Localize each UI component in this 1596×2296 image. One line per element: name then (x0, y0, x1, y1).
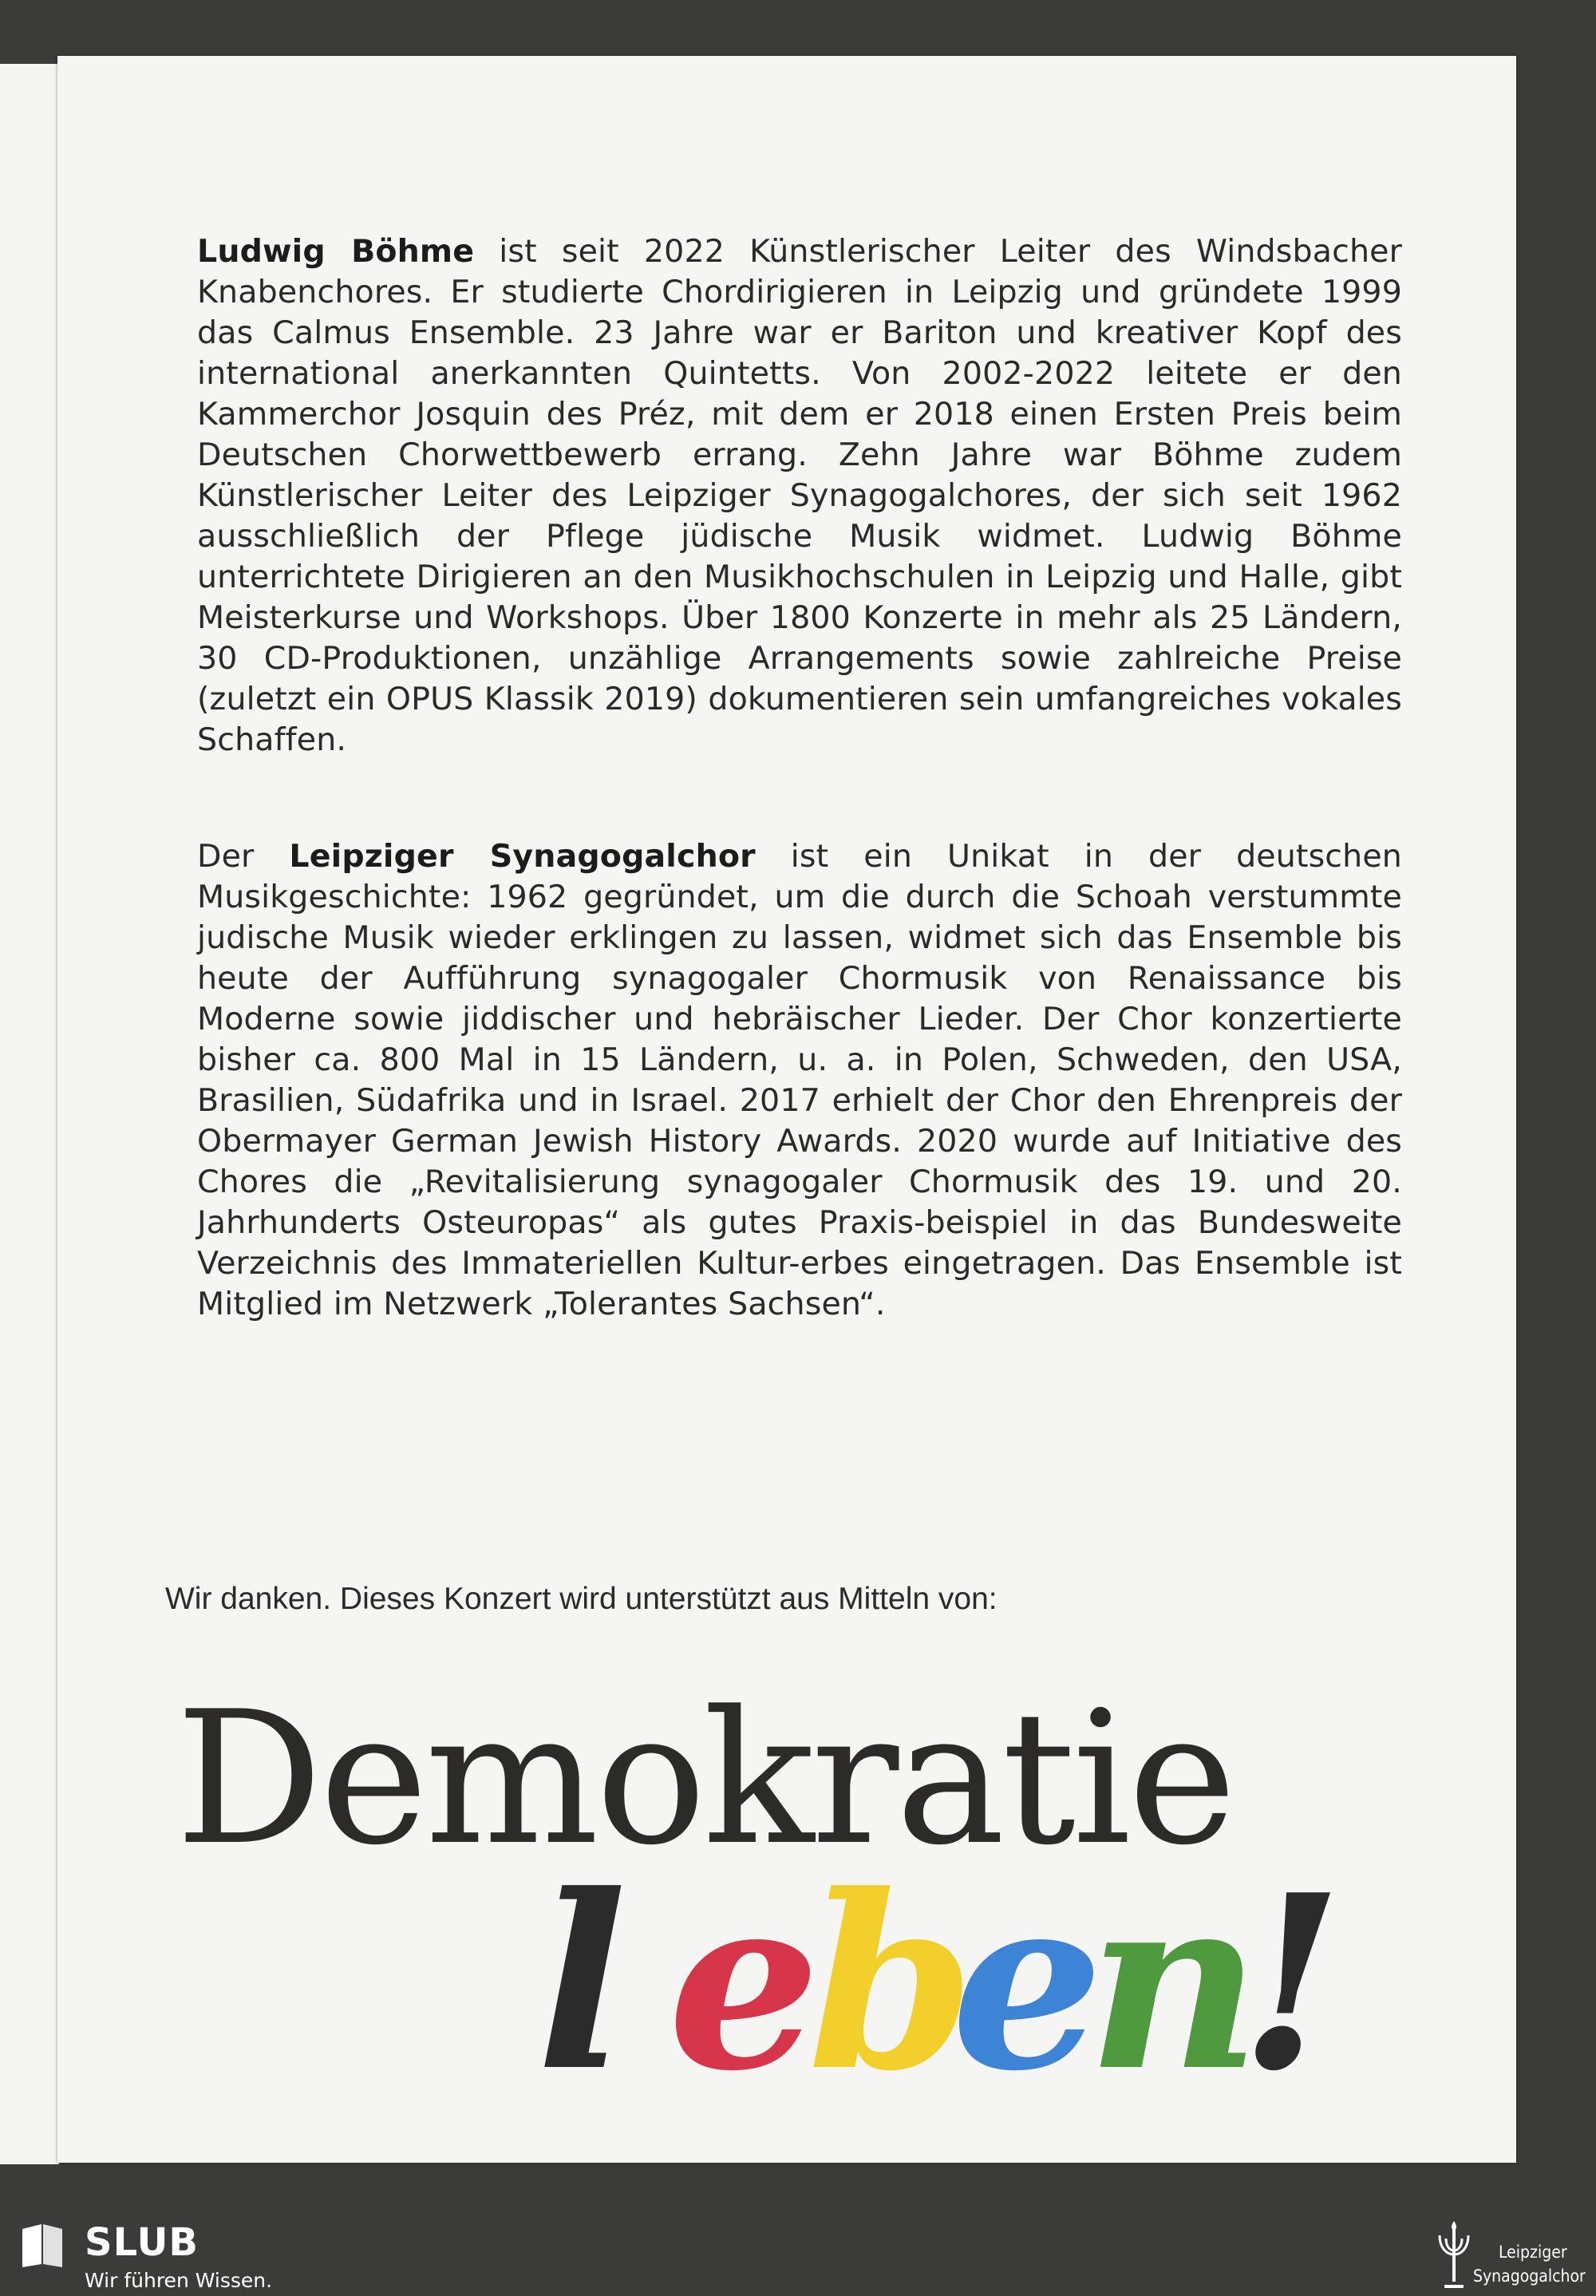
leben-letter-n: n (1087, 1842, 1262, 2124)
document-page (57, 56, 1516, 2163)
leben-letter-l: l (536, 1842, 627, 2124)
slub-book-icon (18, 2221, 67, 2270)
partner-line-2: Synagogalchor (1473, 2266, 1586, 2286)
choir-text: ist ein Unikat in der deutschen Musikgeschichte: 1962 gegründet, um die durch die Schoah verstummte judische Musik wieder erklingen zu lassen, widmet sich das Ensemble bis heute der Aufführung synagogaler Chormusik von Renaissance bis Moderne sowie jiddischer und hebräischer Lieder. Der Chor konzertierte bisher ca. 800 Mal in 15 Ländern, u. a. in Polen, Schweden, den USA, Brasilien, Südafrika und in Israel. 2017 erhielt der Chor den Ehrenpreis der Obermayer German Jewish History Awards. 2020 wurde auf Initiative des Chores die „Revitalisierung synagogaler Chormusik des 19. und 20. Jahrhunderts Osteuropas“ als gutes Praxis-beispiel in das Bundesweite Verzeichnis des Immateriellen Kultur-erbes eingetragen. Das Ensemble ist Mitglied im Netzwerk „Tolerantes Sachsen“. (197, 838, 1402, 1322)
demokratie-logo-word: Demokratie (176, 1673, 1234, 1886)
leben-letter-e2: e (951, 1842, 1104, 2124)
viewer-footer (0, 2216, 1596, 2296)
slub-tagline: Wir führen Wissen. (85, 2269, 273, 2292)
choir-paragraph (197, 836, 1402, 1325)
leben-letter-e: e (668, 1842, 820, 2124)
person-name: Ludwig Böhme (197, 233, 475, 270)
biography-text: ist seit 2022 Künstlerischer Leiter des Windsbacher Knabenchores. Er studierte Chordirigieren in Leipzig und gründete 1999 das Calmus Ensemble. 23 Jahre war er Bariton und kreativer Kopf des international anerkannten Quintetts. Von 2002-2022 leitete er den Kammerchor Josquin des Préz, mit dem er 2018 einen Ersten Preis beim Deutschen Chorwettbewerb errang. Zehn Jahre war Böhme zudem Künstlerischer Leiter des Leipziger Synagogalchores, der sich seit 1962 ausschließlich der Pflege jüdische Musik widmet. Ludwig Böhme unterrichtete Dirigieren an den Musikhochschulen in Leipzig und Halle, gibt Meisterkurse und Workshops. Über 1800 Konzerte in mehr als 25 Ländern, 30 CD-Produktionen, unzählige Arrangements sowie zahlreiche Preise (zuletzt ein OPUS Klassik 2019) dokumentieren sein umfangreiches vokales Schaffen. (197, 233, 1402, 758)
partner-line-1: Leipziger (1499, 2243, 1567, 2262)
choir-prefix: Der (197, 838, 290, 875)
biography-paragraph (197, 231, 1402, 761)
choir-name: Leipziger Synagogalchor (289, 838, 756, 875)
leben-exclamation: ! (1238, 1842, 1344, 2124)
leben-logo-word (528, 1828, 1366, 2147)
slub-brand[interactable]: SLUB (85, 2220, 200, 2265)
partner-logo-text (1473, 2240, 1586, 2288)
sponsor-thanks-line: Wir danken. Dieses Konzert wird unterstützt aus Mitteln von: (165, 1582, 998, 1616)
menorah-icon (1428, 2219, 1479, 2291)
leben-letter-b: b (808, 1842, 975, 2124)
facing-page-edge (0, 64, 59, 2164)
